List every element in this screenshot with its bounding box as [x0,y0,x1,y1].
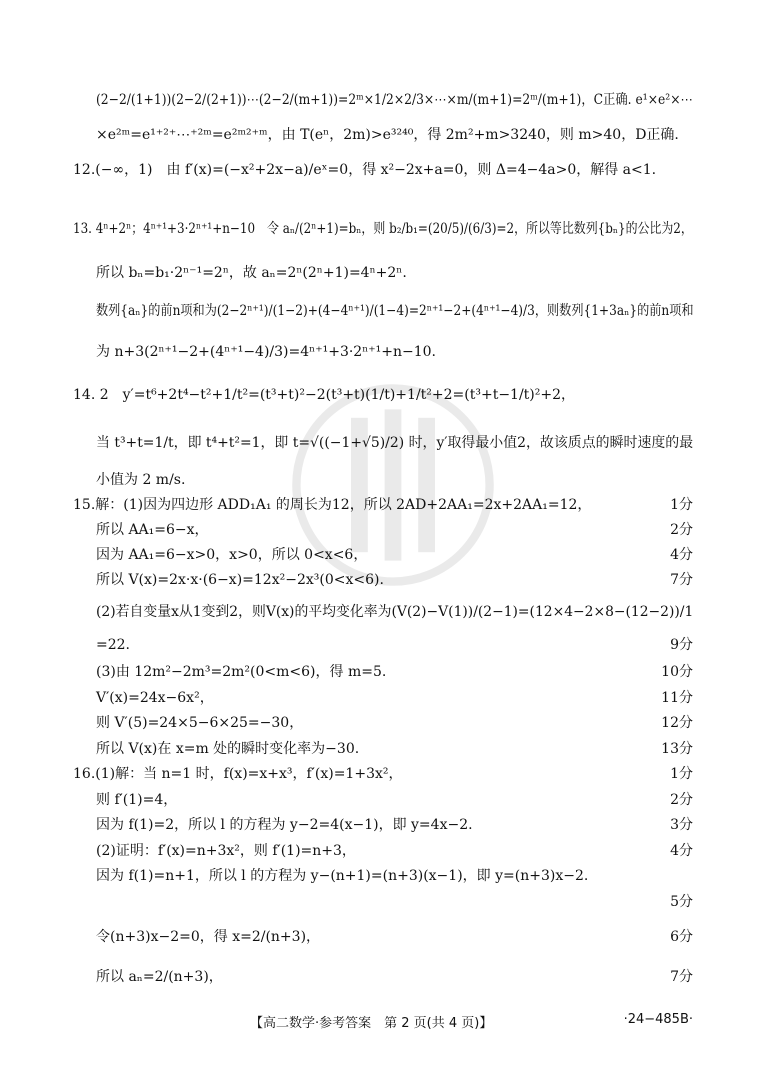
line-continued-1: (2−2/(1+1))(2−2/(2+1))⋯(2−2/(m+1))=2ᵐ×1/2×2/3×⋯×m/(m+1)=2ᵐ/(m+1)，C正确. e¹×e²×⋯ [96,92,693,108]
q12-answer: 12.(−∞，1) 由 f′(x)=(−x²+2x−a)/eˣ=0，得 x²−2x+a=0，则 Δ=4−4a>0，解得 a<1. [73,162,657,178]
score: 1分 [670,497,693,513]
q16-line-2: 则 f′(1)=4， [96,792,178,808]
q15-line-6: =22. [96,637,130,653]
q15-line-10: 所以 V(x)在 x=m 处的瞬时变化率为−30. [96,741,360,757]
score: 4分 [670,547,693,563]
score: 1分 [670,766,693,782]
q15-line-5: (2)若自变量x从1变到2，则V(x)的平均变化率为(V(2)−V(1))/(2−1)=(12×4−2×8−(12−2))/1 [96,604,694,620]
q16-line-4: (2)证明：f′(x)=n+3x²，则 f′(1)=n+3， [96,843,356,859]
line-continued-2: ×e²ᵐ=e¹⁺²⁺⋯⁺²ᵐ=e²ᵐ²⁺ᵐ，由 T(eⁿ，2m)>e³²⁴⁰，得 2m²+m>3240，则 m>40，D正确. [96,127,679,143]
footer-title: 【高二数学·参考答案 第 2 页(共 4 页)】 [250,1016,493,1031]
score: 7分 [670,572,693,588]
q16-line-1: 16.(1)解：当 n=1 时，f(x)=x+x³，f′(x)=1+3x²， [73,766,403,782]
q16-line-5: 因为 f(1)=n+1，所以 l 的方程为 y−(n+1)=(n+3)(x−1)，即 y=(n+3)x−2. [96,868,589,884]
q15-line-3: 因为 AA₁=6−x>0，x>0，所以 0<x<6， [96,547,368,563]
q13-line-4: 为 n+3(2ⁿ⁺¹−2+(4ⁿ⁺¹−4)/3)=4ⁿ⁺¹+3·2ⁿ⁺¹+n−10. [96,344,437,360]
score: 4分 [670,843,693,859]
q13-line-3: 数列{aₙ}的前n项和为(2−2ⁿ⁺¹)/(1−2)+(4−4ⁿ⁺¹)/(1−4)=2ⁿ⁺¹−2+(4ⁿ⁺¹−4)/3，则数列{1+3aₙ}的前n项和 [96,303,694,319]
score: 10分 [661,664,693,680]
score: 2分 [670,522,693,538]
score: 13分 [661,741,693,757]
score: 9分 [670,637,693,653]
score: 6分 [670,929,693,945]
score: 7分 [670,969,693,985]
q15-line-2: 所以 AA₁=6−x， [96,522,209,538]
q15-line-1: 15.解：(1)因为四边形 ADD₁A₁ 的周长为12，所以 2AD+2AA₁=2x+2AA₁=12， [73,497,592,513]
q13-line-2: 所以 bₙ=b₁·2ⁿ⁻¹=2ⁿ，故 aₙ=2ⁿ(2ⁿ+1)=4ⁿ+2ⁿ. [96,265,407,281]
score: 11分 [661,690,693,706]
q14-line-2: 当 t³+t=1/t，即 t⁴+t²=1，即 t=√((−1+√5)/2) 时，y′取得最小值2，故该质点的瞬时速度的最 [96,435,694,451]
q16-line-3: 因为 f(1)=2，所以 l 的方程为 y−2=4(x−1)，即 y=4x−2. [96,817,473,833]
q15-line-9: 则 V′(5)=24×5−6×25=−30， [96,715,304,731]
score: 12分 [661,715,693,731]
q15-line-7: (3)由 12m²−2m³=2m²(0<m<6)，得 m=5. [96,664,387,680]
score: 2分 [670,792,693,808]
q16-line-7: 所以 aₙ=2/(n+3)， [96,969,223,985]
q14-answer: 14. 2 y′=t⁶+2t⁴−t²+1/t²=(t³+t)²−2(t³+t)(1/t)+1/t²+2=(t³+t−1/t)²+2， [73,387,576,403]
score: 5分 [670,894,693,910]
q14-line-3: 小值为 2 m/s. [96,472,186,488]
q15-line-8: V′(x)=24x−6x²， [96,690,214,706]
q15-line-4: 所以 V(x)=2x·x·(6−x)=12x²−2x³(0<x<6). [96,572,384,588]
footer-code: ·24−485B· [623,1012,693,1027]
score: 3分 [670,817,693,833]
q13-answer: 13. 4ⁿ+2ⁿ；4ⁿ⁺¹+3·2ⁿ⁺¹+n−10 令 aₙ/(2ⁿ+1)=bₙ，则 b₂/b₁=(20/5)/(6/3)=2，所以等比数列{bₙ}的公比为2， [73,221,693,237]
q16-line-6: 令(n+3)x−2=0，得 x=2/(n+3)， [96,929,321,945]
